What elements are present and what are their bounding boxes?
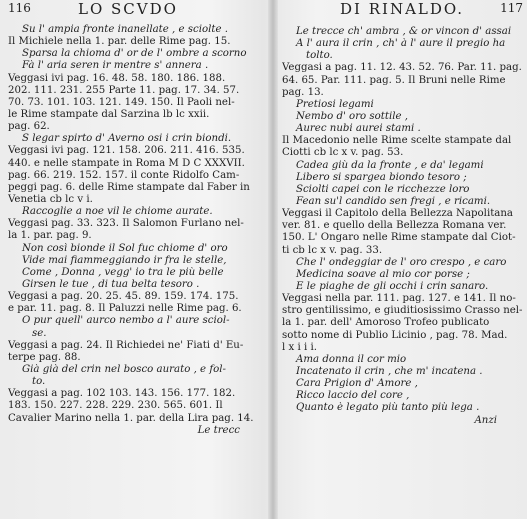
verse-line: Quanto è legato più tanto più lega .: [296, 402, 480, 414]
text-line: 150. L' Ongaro nelle Rime stampate dal Ciot-: [282, 232, 516, 244]
text-line: 70. 73. 101. 103. 121. 149. 150. Il Paoli nel-: [8, 96, 235, 108]
text-line: Veggasi ivi pag. 16. 48. 58. 180. 186. 188.: [8, 72, 226, 84]
text-line: l x i i i.: [282, 341, 317, 353]
text-line: Il Michiele nella 1. par. delle Rime pag. 15.: [8, 36, 231, 48]
verse-line: Raccoglie a noe vil le chiome aurate.: [22, 206, 213, 218]
verse-line: Medicina soave al mio cor porse ;: [296, 268, 470, 280]
verse-line: Libero si spargea biondo tesoro ;: [296, 171, 467, 183]
right-page-text: [282, 26, 527, 427]
right-page-header: [282, 0, 527, 20]
verse-line: se.: [32, 327, 47, 339]
text-line: Veggasi ivi pag. 121. 158. 206. 211. 416. 535.: [8, 145, 245, 157]
verse-line: Vide mai fiammeggiando ir fra le stelle,: [22, 254, 227, 266]
text-line: 440. e nelle stampate in Roma M D C XXXVII.: [8, 157, 245, 169]
verse-line: Aurec nubi aurei stami .: [296, 123, 421, 135]
verse-line: Fà l' aria seren ir mentre s' annera .: [22, 60, 209, 72]
verse-line: Già già del crin nel bosco aurato , e fol-: [22, 363, 226, 375]
text-line: pag. 66. 219. 152. 157. il conte Ridolfo Cam-: [8, 169, 240, 181]
left-page-text: [8, 24, 270, 437]
right-page-number: 117: [500, 1, 523, 15]
left-page-number: 116: [8, 1, 31, 15]
left-page: [8, 0, 270, 519]
verse-line: Sparsa la chioma d' or de l' ombre a scorno: [22, 48, 247, 60]
text-line: Veggasi pag. 33. 323. Il Salomon Furlano nel-: [8, 218, 244, 230]
text-line: peggi pag. 6. delle Rime stampate dal Faber in: [8, 181, 250, 193]
verse-line: Ricco laccio del core ,: [296, 390, 410, 402]
text-line: Veggasi a pag. 11. 12. 43. 52. 76. Par. 11. pag.: [282, 62, 522, 74]
catchword: Le trecc: [197, 424, 240, 436]
right-running-title: DI RINALDO.: [340, 0, 465, 18]
text-line: e par. 11. pag. 8. Il Paluzzi nelle Rime pag. 6.: [8, 303, 242, 315]
verse-line: Cara Prigion d' Amore ,: [296, 378, 418, 390]
text-line: Il Macedonio nelle Rime scelte stampate dal: [282, 135, 512, 147]
verse-line: A l' aura il crin , ch' à l' aure il pregio ha: [296, 38, 506, 50]
text-line: Veggasi a pag. 20. 25. 45. 89. 159. 174. 175.: [8, 291, 239, 303]
text-line: Veggasi il Capitolo della Bellezza Napolitana: [282, 208, 513, 220]
verse-line: Sciolti capei con le ricchezze loro: [296, 183, 470, 195]
verse-line: Le trecce ch' ambra , & or vincon d' assai: [296, 26, 512, 37]
verse-line: Nembo d' oro sottile ,: [296, 110, 409, 122]
verse-line: Che l' ondeggiar de l' oro crespo , e caro: [296, 256, 507, 268]
verse-line: Non così bionde il Sol fuc chiome d' oro: [22, 242, 228, 254]
text-line: pag. 62.: [8, 121, 50, 133]
verse-line: Girsen le tue , di tua belta tesoro .: [22, 278, 200, 290]
text-line: Veggasi a pag. 102 103. 143. 156. 177. 182.: [8, 388, 236, 400]
verse-line: Fean su'l candido sen fregi , e ricami.: [296, 195, 491, 207]
text-line: Ciotti cb lc x v. pag. 53.: [282, 147, 404, 159]
text-line: Venetia cb lc v i.: [8, 193, 93, 205]
text-line: la 1. par. pag. 9.: [8, 230, 92, 242]
text-line: sotto nome di Publio Licinio , pag. 78. Mad.: [282, 329, 508, 341]
text-line: 202. 111. 231. 255 Parte 11. pag. 17. 34. 57.: [8, 84, 240, 96]
text-line: la 1. par. dell' Amoroso Trofeo publicato: [282, 317, 490, 329]
text-line: Veggasi nella par. 111. pag. 127. e 141. Il no-: [282, 293, 516, 305]
catchword: Anzi: [474, 414, 497, 426]
text-line: ver. 81. e quello della Bellezza Romana ver.: [282, 220, 507, 232]
text-line: ti cb lc x v. pag. 33.: [282, 244, 383, 256]
text-line: terpe pag. 88.: [8, 351, 81, 363]
verse-line: E le piaghe de gli occhi i crin sanaro.: [296, 280, 489, 292]
verse-line: tolto.: [306, 50, 333, 62]
verse-line: S legar spirto d' Averno osi i crin biondi.: [22, 133, 232, 145]
text-line: stro gentilissimo, e giuditiosissimo Crasso nel-: [282, 305, 523, 317]
verse-line: O pur quell' aurco nembo a l' aure sciol-: [22, 315, 230, 327]
left-running-title: LO SCVDO: [78, 0, 178, 18]
left-page-header: [8, 0, 270, 20]
verse-line: Su l' ampia fronte inanellate , e sciolte .: [22, 24, 228, 35]
text-line: pag. 13.: [282, 86, 324, 98]
verse-line: Come , Donna , vegg' io tra le più belle: [22, 266, 224, 278]
text-line: 183. 150. 227. 228. 229. 230. 565. 601. Il: [8, 400, 223, 412]
text-line: 64. 65. Par. 111. pag. 5. Il Bruni nelle Rime: [282, 74, 506, 86]
verse-line: Cadea giù da la fronte , e da' legami: [296, 159, 484, 171]
verse-line: Pretiosi legami: [296, 98, 374, 110]
verse-line: Incatenato il crin , che m' incatena .: [296, 365, 483, 377]
verse-line: Ama donna il cor mio: [296, 353, 407, 365]
text-line: Cavalier Marino nella 1. par. della Lira pag. 14.: [8, 412, 254, 424]
text-line: le Rime stampate dal Sarzina lb lc xxii.: [8, 108, 210, 120]
text-line: Veggasi a pag. 24. Il Richiedei ne' Fiati d' Eu-: [8, 339, 244, 351]
right-page: [282, 0, 527, 519]
verse-line: to.: [32, 376, 46, 388]
